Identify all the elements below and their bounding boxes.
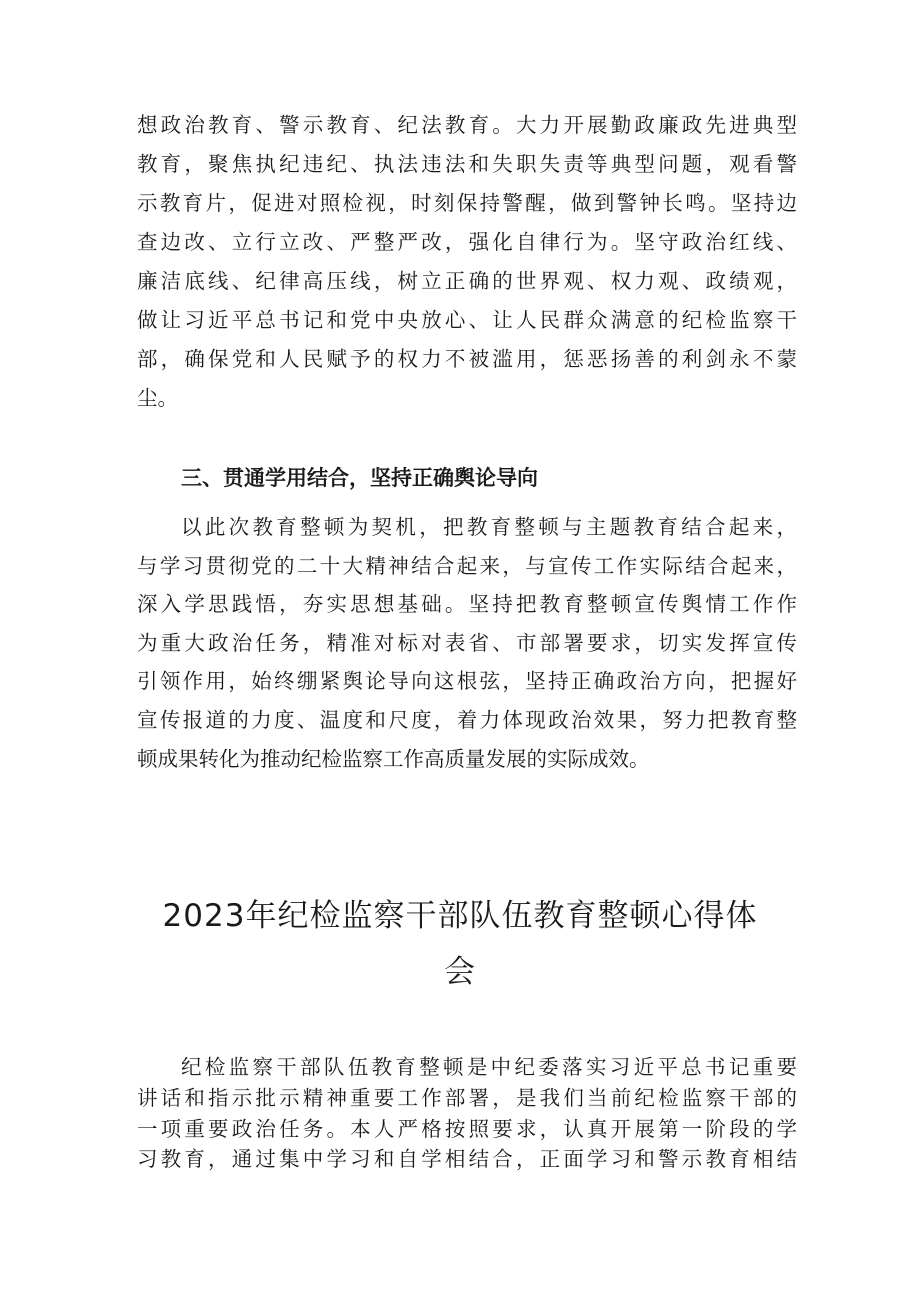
text-line: 示教育片，促进对照检视，时刻保持警醒，做到警钟长鸣。坚持边 — [137, 191, 797, 215]
text-line: 为重大政治任务，精准对标对表省、市部署要求，切实发挥宣传 — [137, 630, 797, 655]
text-line: 尘。 — [137, 386, 178, 410]
paragraph-article-intro — [137, 1052, 797, 1175]
text-line: 深入学思践悟，夯实思想基础。坚持把教育整顿宣传舆情工作作 — [137, 592, 797, 617]
title-line: 2023年纪检监察干部队伍教育整顿心得体 — [162, 898, 758, 934]
paragraph-propaganda — [137, 508, 797, 778]
text-line: 廉洁底线、纪律高压线，树立正确的世界观、权力观、政绩观， — [137, 269, 797, 293]
title-line: 会 — [444, 954, 476, 990]
text-line: 顿成果转化为推动纪检监察工作高质量发展的实际成效。 — [137, 746, 650, 771]
text-line: 习教育，通过集中学习和自学相结合，正面学习和警示教育相结 — [137, 1147, 797, 1172]
paragraph-education-warning — [137, 106, 797, 418]
text-line: 纪检监察干部队伍教育整顿是中纪委落实习近平总书记重要 — [181, 1055, 797, 1079]
section-heading: 三、贯通学用结合，坚持正确舆论导向 — [181, 466, 538, 490]
article-title — [100, 888, 820, 1000]
text-line: 宣传报道的力度、温度和尺度，着力体现政治效果，努力把教育整 — [137, 707, 797, 732]
text-line: 做让习近平总书记和党中央放心、让人民群众满意的纪检监察干 — [137, 308, 797, 332]
text-line: 部，确保党和人民赋予的权力不被滥用，惩恶扬善的利剑永不蒙 — [137, 347, 797, 371]
text-line: 引领作用，始终绷紧舆论导向这根弦，坚持正确政治方向，把握好 — [137, 669, 797, 694]
text-line: 讲话和指示批示精神重要工作部署，是我们当前纪检监察干部的 — [137, 1085, 797, 1110]
text-line: 以此次教育整顿为契机，把教育整顿与主题教育结合起来， — [181, 515, 797, 539]
text-line: 查边改、立行立改、严整严改，强化自律行为。坚守政治红线、 — [137, 230, 797, 254]
text-line: 教育，聚焦执纪违纪、执法违法和失职失责等典型问题，观看警 — [137, 152, 797, 176]
text-line: 一项重要政治任务。本人严格按照要求，认真开展第一阶段的学 — [137, 1116, 797, 1141]
text-line: 与学习贯彻党的二十大精神结合起来，与宣传工作实际结合起来， — [137, 553, 797, 578]
text-line: 想政治教育、警示教育、纪法教育。大力开展勤政廉政先进典型 — [137, 113, 797, 137]
